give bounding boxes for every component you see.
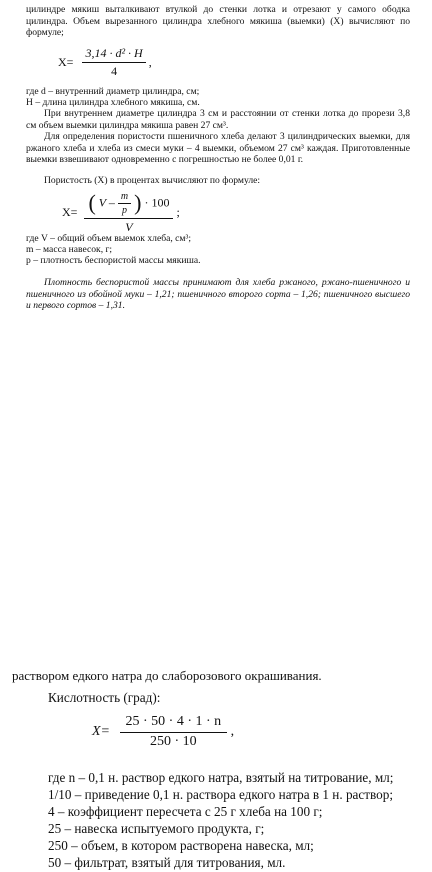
where-p: p – плотность беспористой массы мякиша. [26,255,201,266]
acidity-item-n: где n – 0,1 н. раствор едкого натра, взятый на титрование, мл; [48,770,394,785]
acidity-item-conversion: 1/10 – приведение 0,1 н. раствора едкого натра в 1 н. раствор; [48,787,394,802]
porosity-fraction [84,190,173,235]
cut-off-line [12,668,422,685]
cut-off-text: раствором едкого натра до слаборозового окрашивания. [12,668,322,683]
where-v: где V – общий объем выемок хлеба, см³; [26,233,192,244]
paren-close: ) [134,190,142,215]
diameter-paragraph [26,108,410,131]
acidity-tail: , [230,724,235,739]
volume-numerator: 3,14 · d² · H [82,46,145,63]
acidity-title: Кислотность (град): [48,690,161,705]
acidity-fraction [120,714,228,750]
acidity-item-volume: 250 – объем, в котором растворена навеска, мл; [48,838,314,853]
porosity-lhs: X= [62,205,78,219]
density-note: Плотность беспористой массы принимают для хлеба ржаного, ржано-пшеничного и пшеничного из обойной муки – 1,21; пшеничного второго сорта – 1,26; пшеничного высшего и первого сортов – 1,31. [26,277,410,312]
acidity-item-coefficient: 4 – коэффициент пересчета с 25 г хлеба на 100 г; [48,804,323,819]
formula-tail: , [148,55,152,69]
acidity-formula [92,714,234,750]
porosity-formula-intro: Пористость (X) в процентах вычисляют по формуле: [44,175,261,186]
mass-symbol: m [118,191,131,204]
porosity-denominator: V [125,220,133,234]
multiplier: · 100 [144,195,170,210]
acidity-lhs: X= [92,724,110,739]
paren-open: ( [88,190,96,215]
volume-formula [58,46,152,79]
density-symbol: p [122,204,127,216]
formula-lhs: X= [58,55,74,69]
volume-fraction [82,46,145,79]
porosity-tail: ; [176,205,180,219]
volume-symbol: V – [98,195,115,210]
porosity-formula [62,190,180,235]
acidity-denominator: 250 · 10 [149,734,197,749]
where-m: m – масса навесок, г; [26,244,113,255]
diameter-text: При внутреннем диаметре цилиндра 3 см и расстоянии от стенки лотка до прорези 3,8 см объем выемки цилиндра мякиша равен 27 см³. [26,108,410,131]
volume-denominator: 4 [111,64,118,78]
intro-paragraph: цилиндре мякиш выталкивают втулкой до стенки лотка и отрезают у самого ободка цилиндра. Объем вырезанного цилиндра хлебного мякиша (выемки) (X) вычисляют по формуле; [26,4,410,39]
where-h: H – длина цилиндра хлебного мякиша, см. [26,97,200,108]
mass-density-fraction [118,191,131,216]
acidity-item-sample: 25 – навеска испытуемого продукта, г; [48,821,265,836]
where-d: где d – внутренний диаметр цилиндра, см; [26,86,200,97]
porosity-method-paragraph: Для определения пористости пшеничного хлеба делают 3 цилиндрических выемки, для ржаного хлеба и хлеба из смеси муки – 4 выемки, объемом 27 см³ каждая. Приготовленные выемки взвешивают одновременно с погрешностью не более 0,01 г. [26,131,410,166]
porosity-numerator [84,190,173,219]
acidity-item-filtrate: 50 – фильтрат, взятый для титрования, мл. [48,855,286,870]
acidity-numerator: 25 · 50 · 4 · 1 · n [120,714,228,733]
